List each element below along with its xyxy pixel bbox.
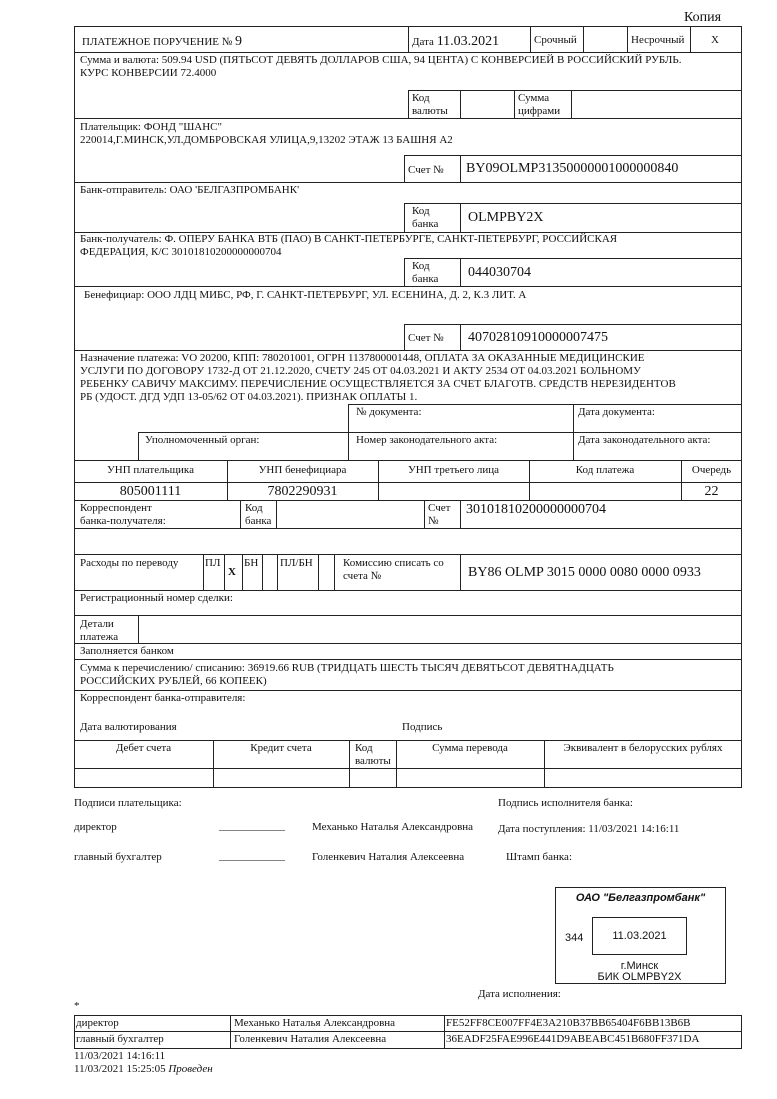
- beneficiary-account-label: Счет №: [408, 332, 444, 344]
- currency-code-label: Код валюты: [412, 92, 448, 117]
- accountant-name: Голенкевич Наталия Алексеевна: [312, 851, 465, 863]
- details-label: Детали платежа: [80, 618, 119, 643]
- execution-date-label: Дата исполнения:: [478, 988, 561, 1000]
- hash-row-2-role: главный бухгалтер: [76, 1033, 164, 1045]
- credit-header: Кредит счета: [250, 742, 312, 754]
- transfer-sum-line-1: Сумма к перечислению/ списанию: 36919.66 RUB (ТРИДЦАТЬ ШЕСТЬ ТЫСЯЧ ДЕВЯТЬСОТ ДЕВЯТНАДЦАТЬ: [80, 662, 614, 674]
- amount-line-1: Сумма и валюта: 509.94 USD (ПЯТЬСОТ ДЕВЯТЬ ДОЛЛАРОВ США, 94 ЦЕНТА) С КОНВЕРСИЕЙ В РОССИЙСКИЙ РУБЛЬ.: [80, 54, 682, 66]
- expenses-mark: X: [228, 566, 236, 578]
- footer-status: Проведен: [168, 1063, 213, 1075]
- receiver-bank-code-label: Код банка: [412, 260, 439, 285]
- correspondent-account: 30101810200000000704: [466, 502, 606, 517]
- payer-unp: 805001111: [119, 484, 182, 499]
- equiv-header: Эквивалент в белорусских рублях: [563, 742, 723, 754]
- accountant-signature-line: ____________: [219, 850, 285, 862]
- commission-label: Комиссию списать со счета №: [343, 557, 444, 582]
- beneficiary-account: 40702810910000007475: [468, 330, 608, 345]
- queue-value: 22: [704, 484, 719, 499]
- order-date: Дата 11.03.2021: [412, 34, 500, 49]
- sender-correspondent-label: Корреспондент банка-отправителя:: [80, 692, 246, 704]
- receiver-bank-line-2: ФЕДЕРАЦИЯ, К/С 30101810200000000704: [80, 246, 282, 258]
- stamp-label: Штамп банка:: [506, 851, 572, 863]
- stamp-bank-name: ОАО "Белгазпромбанк": [575, 892, 706, 904]
- amount-line-2: КУРС КОНВЕРСИИ 72.4000: [80, 67, 217, 79]
- sign-label: Подпись: [402, 721, 443, 733]
- queue-label: Очередь: [691, 464, 732, 476]
- purpose-line-4: РБ (УДОСТ. ДГД УДП 13-05/62 ОТ 04.03.2021). ПРИЗНАК ОПЛАТЫ 1.: [80, 391, 418, 403]
- correspondent-label: Корреспондент банка-получателя:: [80, 502, 166, 527]
- expenses-label: Расходы по переводу: [80, 557, 179, 569]
- correspondent-account-label: Счет №: [428, 502, 451, 527]
- order-number: 9: [235, 34, 243, 49]
- purpose-line-1: Назначение платежа: VO 20200, КПП: 780201001, ОГРН 1137800001448, ОПЛАТА ЗА ОКАЗАННЫЕ МЕДИЦИНСКИЕ: [80, 352, 645, 364]
- hash-row-2-hash: 36EADF25FAE996E441D9ABEABC451B680FF371DA: [446, 1033, 700, 1045]
- transfer-sum-line-2: РОССИЙСКИХ РУБЛЕЙ, 66 КОПЕЕК): [80, 675, 267, 687]
- stamp-date: 11.03.2021: [612, 930, 667, 942]
- payer-signatures-title: Подписи плательщика:: [74, 797, 182, 809]
- hash-row-2-name: Голенкевич Наталия Алексеевна: [234, 1033, 387, 1045]
- code-currency-header: Код валюты: [355, 742, 391, 767]
- beneficiary: Бенефициар: ООО ЛДЦ МИБС, РФ, Г. САНКТ-ПЕТЕРБУРГ, УЛ. ЕСЕНИНА, Д. 2, К.3 ЛИТ. А: [84, 289, 527, 301]
- debit-header: Дебет счета: [115, 742, 172, 754]
- hash-row-1-role: директор: [76, 1017, 119, 1029]
- asterisk: *: [74, 1000, 80, 1012]
- received-date: Дата поступления: 11/03/2021 14:16:11: [498, 823, 680, 835]
- receiver-bank-code: 044030704: [468, 265, 531, 280]
- benef-unp-label: УНП бенефициара: [258, 464, 347, 476]
- authority-label: Уполномоченный орган:: [145, 434, 260, 446]
- sender-bank-code: OLMPBY2X: [468, 210, 544, 225]
- deal-reg-label: Регистрационный номер сделки:: [80, 592, 233, 604]
- hash-row-1-name: Механько Наталья Александровна: [234, 1017, 396, 1029]
- copy-label: Копия: [684, 10, 722, 25]
- bank-signature-title: Подпись исполнителя банка:: [498, 797, 633, 809]
- purpose-line-2: УСЛУГИ ПО ДОГОВОРУ 1732-Д ОТ 21.12.2020, СЧЕТУ 245 ОТ 04.03.2021 И АКТУ 2534 ОТ 04.03.2021 БОЛЬНОМУ: [80, 365, 641, 377]
- correspondent-code-label: Код банка: [245, 502, 272, 527]
- payer-account-label: Счет №: [408, 164, 444, 176]
- stamp-city: г.Минск: [620, 960, 659, 972]
- stamp-number: 344: [565, 932, 584, 944]
- sender-bank: Банк-отправитель: ОАО 'БЕЛГАЗПРОМБАНК': [80, 184, 300, 196]
- value-date-label: Дата валютирования: [80, 721, 177, 733]
- stamp-bik: БИК OLMPBY2X: [597, 971, 682, 983]
- expenses-plbn: ПЛ/БН: [280, 557, 313, 569]
- purpose-line-3: РЕБЕНКУ САВИЧУ МАКСИМУ. ПЕРЕЧИСЛЕНИЕ ОСУЩЕСТВЛЯЕТСЯ ЗА СЧЕТ БЛАГОТВ. СРЕДСТВ НЕРЕЗИДЕНТОВ: [80, 378, 676, 390]
- pay-code-label: Код платежа: [575, 464, 635, 476]
- director-signature-line: ____________: [219, 820, 285, 832]
- bank-fill-label: Заполняется банком: [80, 645, 174, 657]
- payer-line-1: Плательщик: ФОНД "ШАНС": [80, 121, 223, 133]
- footer-status-line: 11/03/2021 15:25:05 Проведен: [74, 1063, 213, 1075]
- doc-no-label: № документа:: [356, 406, 422, 418]
- accountant-label: главный бухгалтер: [74, 851, 162, 863]
- benef-unp: 7802290931: [267, 484, 338, 499]
- expenses-pl: ПЛ: [205, 557, 221, 569]
- payer-account: BY09OLMP31350000001000000840: [466, 161, 679, 176]
- urgent-label: Срочный: [534, 34, 577, 46]
- third-unp-label: УНП третьего лица: [407, 464, 500, 476]
- director-name: Механько Наталья Александровна: [312, 821, 474, 833]
- nonurgent-label: Несрочный: [631, 34, 685, 46]
- order-title: ПЛАТЕЖНОЕ ПОРУЧЕНИЕ № 9: [82, 34, 243, 49]
- sender-bank-code-label: Код банка: [412, 205, 439, 230]
- sum-header: Сумма перевода: [432, 742, 508, 754]
- act-date-label: Дата законодательного акта:: [578, 434, 711, 446]
- expenses-bn: БН: [244, 557, 259, 569]
- doc-date-label: Дата документа:: [578, 406, 655, 418]
- receiver-bank-line-1: Банк-получатель: Ф. ОПЕРУ БАНКА ВТБ (ПАО) В САНКТ-ПЕТЕРБУРГЕ, САНКТ-ПЕТЕРБУРГ, РОССИЙСКАЯ: [80, 233, 618, 245]
- payer-unp-label: УНП плательщика: [106, 464, 194, 476]
- commission-account: BY86 OLMP 3015 0000 0080 0000 0933: [468, 565, 701, 580]
- sum-digits-label: Сумма цифрами: [518, 92, 561, 117]
- payer-line-2: 220014,Г.МИНСК,УЛ.ДОМБРОВСКАЯ УЛИЦА,9,13202 ЭТАЖ 13 БАШНЯ А2: [80, 134, 453, 146]
- footer-time-1: 11/03/2021 14:16:11: [74, 1050, 166, 1062]
- hash-row-1-hash: FE52FF8CE007FF4E3A210B37BB65404F6BB13B6B: [446, 1017, 691, 1029]
- nonurgent-mark: X: [711, 34, 719, 46]
- director-label: директор: [74, 821, 117, 833]
- act-no-label: Номер законодательного акта:: [356, 434, 498, 446]
